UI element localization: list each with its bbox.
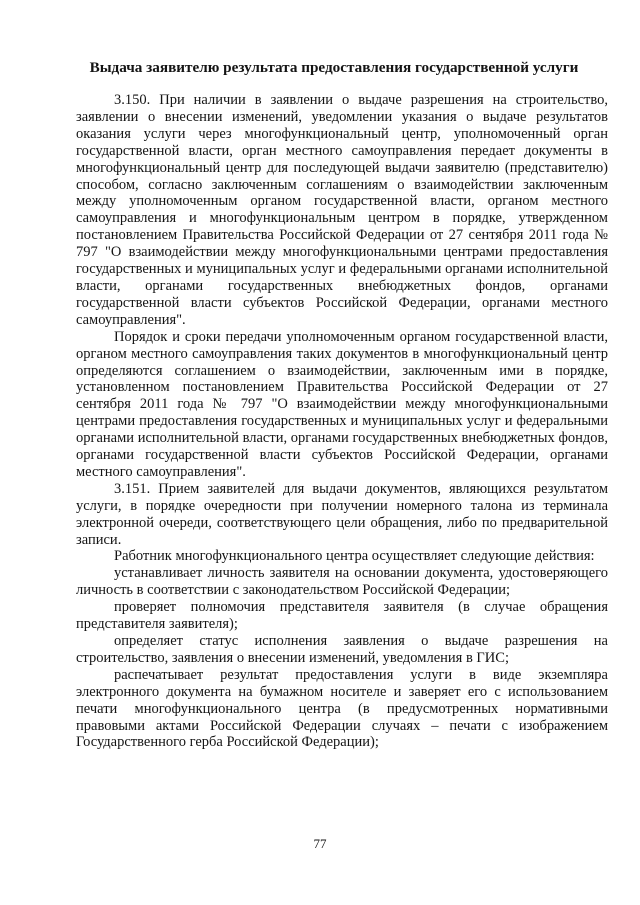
paragraph-transfer-procedure: Порядок и сроки передачи уполномоченным органом государственной власти, органом местного самоуправления таких документов в многофункциональный центр определяются соглашением о взаимодействии, заключенным ими в порядке, установленном постановлением Правительства Российской Федерации от 27 сентября 2011 года № 797 "О взаимодействии между многофункциональными центрами предоставления государственных и муниципальных услуг и федеральными органами исполнительной власти, органами государственных внебюджетных фондов, органами государственной власти субъектов Российской Федерации, органами местного самоуправления". — [76, 328, 608, 480]
paragraph-print-result: распечатывает результат предоставления услуги в виде экземпляра электронного документа на бумажном носителе и заверяет его с использованием печати многофункционального центра (в предусмотренных нормативными правовыми актами Российской Федерации случаях – печати с изображением Государственного герба Российской Федерации); — [76, 666, 608, 751]
paragraph-3-150: 3.150. При наличии в заявлении о выдаче разрешения на строительство, заявлении о внесении изменений, уведомлении указания о выдаче результатов оказания услуги через многофункциональный центр, уполномоченный орган государственной власти, орган местного самоуправления передает документы в многофункциональный центр для последующей выдачи заявителю (представителю) способом, согласно заключенным соглашениям о взаимодействии заключенным между уполномоченным органом государственной власти, органом местного самоуправления и многофункциональным центром в порядке, утвержденном постановлением Правительства Российской Федерации от 27 сентября 2011 года № 797 "О взаимодействии между многофункциональными центрами предоставления государственных и муниципальных услуг и федеральными органами исполнительной власти, органами государственных внебюджетных фондов, органами государственной власти субъектов Российской Федерации, органами местного самоуправления". — [76, 92, 608, 328]
section-title: Выдача заявителю результата предоставления государственной услуги — [89, 59, 579, 76]
paragraph-worker-actions: Работник многофункционального центра осуществляет следующие действия: — [114, 548, 595, 565]
document-body — [76, 92, 608, 751]
paragraph-3-151: 3.151. Прием заявителей для выдачи документов, являющихся результатом услуги, в порядке очередности при получении номерного талона из терминала электронной очереди, соответствующего цели обращения, либо по предварительной записи. — [76, 480, 608, 548]
paragraph-authority-check: проверяет полномочия представителя заявителя (в случае обращения представителя заявителя); — [76, 599, 608, 633]
paragraph-status-check: определяет статус исполнения заявления о выдаче разрешения на строительство, заявления о внесении изменений, уведомления в ГИС; — [76, 633, 608, 666]
paragraph-identity-check: устанавливает личность заявителя на основании документа, удостоверяющего личность в соответствии с законодательством Российской Федерации; — [76, 565, 608, 599]
page-number: 77 — [313, 836, 327, 851]
